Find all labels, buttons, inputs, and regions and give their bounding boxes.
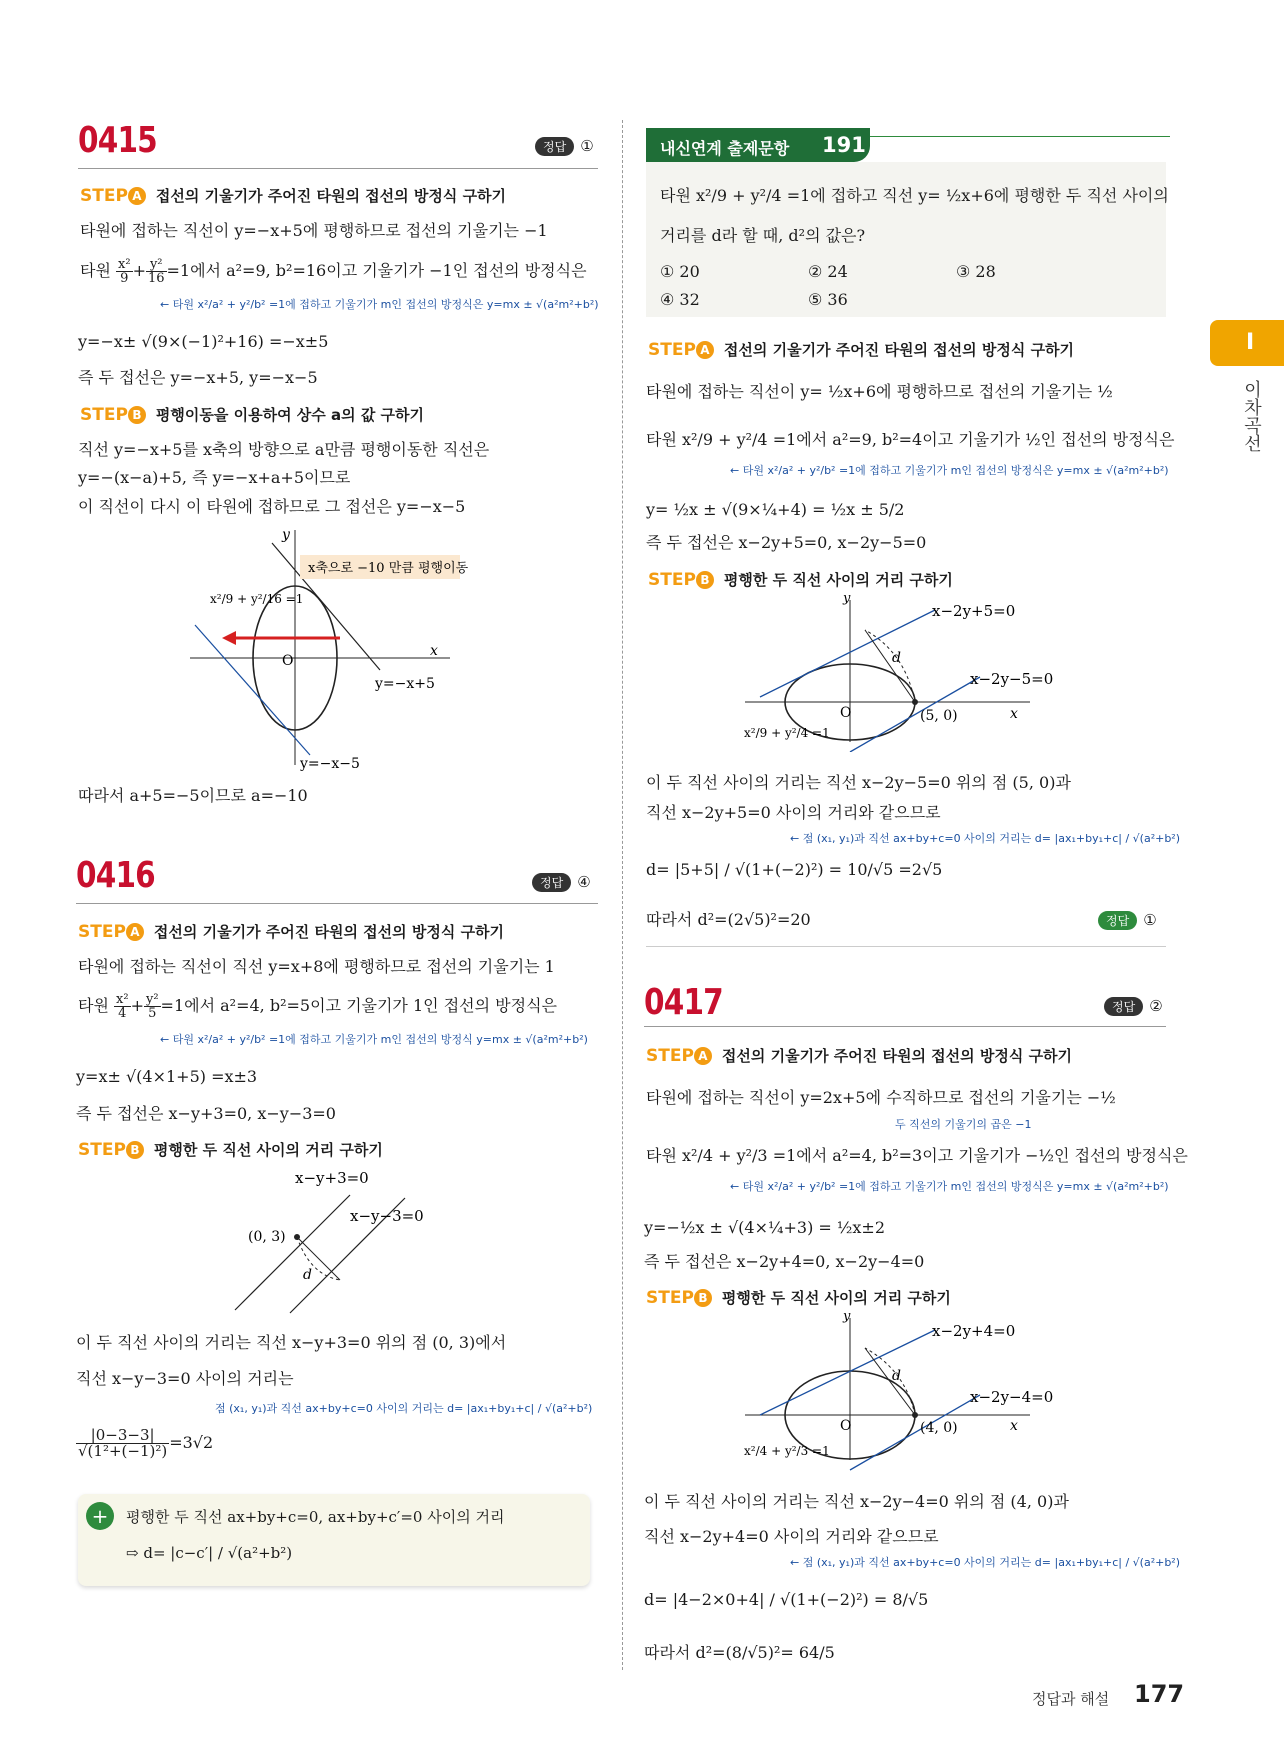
ellipse-figure-0415 [180,525,500,775]
ellipse-tangent-figure-191 [740,592,1080,752]
choice: ① 20 [660,262,700,281]
text-line: 이 직선이 다시 이 타원에 접하므로 그 접선은 y=−x−5 [78,497,466,516]
text-line: 즉 두 접선은 x−2y+5=0, x−2y−5=0 [646,533,927,552]
tip-box [78,1494,590,1586]
fig-eq: x²/9 + y²/16 =1 [210,592,304,606]
text-line: 이 두 직선 사이의 거리는 직선 x−2y−4=0 위의 점 (4, 0)과 [644,1492,1069,1511]
svg-text:O: O [840,1418,852,1434]
svg-text:y: y [843,1310,851,1324]
text-line: 따라서 a+5=−5이므로 a=−10 [78,786,308,805]
problem-number-0416: 0416 [76,855,155,896]
fig-point: (5, 0) [920,708,958,724]
step-a-0417: STEP A 접선의 기울기가 주어진 타원의 접선의 방정식 구하기 [646,1046,1073,1066]
tip-formula: ⇨ d= |c−c′| / √(a²+b²) [126,1544,293,1562]
text-line: 즉 두 접선은 y=−x+5, y=−x−5 [78,368,318,387]
page-number: 177 [1134,1680,1185,1708]
divider [646,946,1166,947]
divider [644,1026,1166,1027]
step-b-0415: STEP B 평행이동을 이용하여 상수 a의 값 구하기 [80,405,424,425]
fig-line-label: y=−x+5 [375,676,435,692]
svg-text:x: x [1010,706,1018,722]
svg-text:O: O [840,705,852,721]
hint-distance: 점 (x₁, y₁)과 직선 ax+by+c=0 사이의 거리는 d= |ax₁+by₁+c| / √(a²+b²) [215,1402,593,1415]
text-line: 타원 $\frac{\text{x²}}{9}$ + $\frac{\text{y²}}{16}$ =1에서 a²=9, b²=16이고 기울기가 −1인 접선의 방정식은 [80,257,587,286]
fig-callout: x축으로 −10 만큼 평행이동 [308,561,469,576]
footer-label: 정답과 해설 [1032,1690,1110,1708]
text-line: 타원에 접하는 직선이 직선 y=x+8에 평행하므로 접선의 기울기는 1 [78,957,555,976]
step-a-0415: STEP A 접선의 기울기가 주어진 타원의 접선의 방정식 구하기 [80,186,507,206]
choice: ③ 28 [956,262,996,281]
step-a-0416: STEP A 접선의 기울기가 주어진 타원의 접선의 방정식 구하기 [78,922,505,942]
text-line: 직선 x−2y+5=0 사이의 거리와 같으므로 [646,803,941,822]
text-line: 따라서 d²=(8/√5)²= 64/5 [644,1643,835,1662]
text-line: d= |4−2×0+4| / √(1+(−2)²) = 8/√5 [644,1590,929,1609]
answer-0417 [1104,996,1163,1016]
answer-0415 [535,136,594,156]
answer-value: ① [1143,911,1157,929]
fig-line-label: x−y−3=0 [350,1207,424,1225]
fig-point: (0, 3) [248,1229,286,1245]
text-line: y=x± √(4×1+5) =x±3 [76,1067,258,1086]
answer-value: ④ [577,873,591,891]
plus-alpha-icon: + [86,1502,114,1530]
answer-badge: 정답 [1104,997,1143,1016]
text-line: y= ½x ± √(9×¼+4) = ½x ± 5/2 [646,500,905,519]
step-b-0417: STEP B 평행한 두 직선 사이의 거리 구하기 [646,1288,951,1308]
problem-number-0417: 0417 [644,982,723,1023]
text-line: 타원에 접하는 직선이 y= ½x+6에 평행하므로 접선의 기울기는 ½ [646,382,1113,401]
fig-line-label: x−2y−5=0 [970,670,1054,688]
fig-line-label: x−2y−4=0 [970,1388,1054,1406]
svg-text:d: d [892,650,901,666]
answer-badge: 정답 [1098,911,1137,930]
text-line: 직선 y=−x+5를 x축의 방향으로 a만큼 평행이동한 직선은 [78,440,490,459]
hint-formula: ← 타원 x²/a² + y²/b² =1에 접하고 기울기가 m인 접선의 방정식은 y=mx ± √(a²m²+b²) [730,1180,1169,1193]
answer-badge: 정답 [535,137,574,156]
text-line: 이 두 직선 사이의 거리는 직선 x−y+3=0 위의 점 (0, 3)에서 [76,1333,507,1352]
text-line: 직선 x−2y+4=0 사이의 거리와 같으므로 [644,1527,939,1546]
divider [76,903,598,904]
text-line: y=−x± √(9×(−1)²+16) =−x±5 [78,332,329,351]
answer-value: ② [1149,997,1163,1015]
banner-191: 내신연계 출제문항 191 [646,128,870,162]
text-line: 즉 두 접선은 x−2y+4=0, x−2y−4=0 [644,1252,925,1271]
fig-point: (4, 0) [920,1420,958,1436]
hint-formula: ← 타원 x²/a² + y²/b² =1에 접하고 기울기가 m인 접선의 방정식은 y=mx ± √(a²m²+b²) [730,464,1169,477]
text-line: d= |5+5| / √(1+(−2)²) = 10/√5 =2√5 [646,860,943,879]
fig-line-label: x−y+3=0 [295,1169,369,1187]
ellipse-tangent-figure-0417 [740,1310,1080,1475]
fig-eq: x²/4 + y²/3 =1 [744,1444,830,1458]
step-a-191: STEP A 접선의 기울기가 주어진 타원의 접선의 방정식 구하기 [648,340,1075,360]
step-b-191: STEP B 평행한 두 직선 사이의 거리 구하기 [648,570,953,590]
text-line: y=−½x ± √(4×¼+3) = ½x±2 [644,1218,886,1237]
answer-191 [1098,910,1157,930]
text-line: 타원 x²/4 + y²/3 =1에서 a²=4, b²=3이고 기울기가 −½인 접선의 방정식은 [646,1146,1188,1165]
answer-badge: 정답 [532,873,571,892]
problem-number-0415: 0415 [78,120,157,161]
svg-text:x: x [430,643,438,659]
svg-text:x: x [1010,1418,1018,1434]
choice: ④ 32 [660,290,700,309]
text-line: y=−(x−a)+5, 즉 y=−x+a+5이므로 [78,468,351,487]
answer-value: ① [580,137,594,155]
svg-text:d: d [303,1267,312,1283]
answer-0416 [532,872,591,892]
hint-distance: ← 점 (x₁, y₁)과 직선 ax+by+c=0 사이의 거리는 d= |ax₁+by₁+c| / √(a²+b²) [790,1556,1181,1569]
choice: ⑤ 36 [808,290,848,309]
choice: ② 24 [808,262,848,281]
svg-text:d: d [892,1368,901,1384]
divider [78,168,598,169]
text-line: 따라서 d²=(2√5)²=20 [646,910,811,929]
text-line: 직선 x−y−3=0 사이의 거리는 [76,1369,294,1388]
svg-text:O: O [282,653,294,669]
parallel-lines-figure-0416 [230,1165,490,1315]
hint-formula: ← 타원 x²/a² + y²/b² =1에 접하고 기울기가 m인 접선의 방정식 y=mx ± √(a²m²+b²) [160,1033,588,1046]
step-b-0416: STEP B 평행한 두 직선 사이의 거리 구하기 [78,1140,383,1160]
chapter-tab: Ⅰ [1210,320,1284,366]
text-line: 타원 x²/9 + y²/4 =1에서 a²=9, b²=4이고 기울기가 ½인 접선의 방정식은 [646,430,1175,449]
hint-perpendicular: 두 직선의 기울기의 곱은 −1 [895,1118,1032,1131]
fig-line-label: y=−x−5 [300,756,360,772]
text-line: 즉 두 접선은 x−y+3=0, x−y−3=0 [76,1104,336,1123]
text-line: 타원 $\frac{\text{x²}}{4}$ + $\frac{\text{y²}}{5}$ =1에서 a²=4, b²=5이고 기울기가 1인 접선의 방정식은 [78,992,557,1021]
text-line: 타원에 접하는 직선이 y=−x+5에 평행하므로 접선의 기울기는 −1 [80,221,548,240]
fig-line-label: x−2y+5=0 [932,602,1016,620]
question-line: 타원 x²/9 + y²/4 =1에 접하고 직선 y= ½x+6에 평행한 두 직선 사이의 [660,186,1169,205]
chapter-title: 이차곡선 [1241,380,1262,452]
tip-title: 평행한 두 직선 ax+by+c=0, ax+by+c′=0 사이의 거리 [126,1508,505,1526]
text-line: $\frac{|0-3-3|}{\text{√(1²+(−1)²)}}$ =3√2 [78,1426,214,1460]
column-divider [622,120,624,1670]
hint-distance: ← 점 (x₁, y₁)과 직선 ax+by+c=0 사이의 거리는 d= |ax₁+by₁+c| / √(a²+b²) [790,832,1181,845]
fig-line-label: x−2y+4=0 [932,1322,1016,1340]
svg-text:y: y [843,592,851,606]
fig-eq: x²/9 + y²/4 =1 [744,726,830,740]
hint-formula: ← 타원 x²/a² + y²/b² =1에 접하고 기울기가 m인 접선의 방정식은 y=mx ± √(a²m²+b²) [160,298,599,311]
question-line: 거리를 d라 할 때, d²의 값은? [660,226,866,245]
svg-text:y: y [282,527,290,543]
divider [870,136,1170,137]
text-line: 이 두 직선 사이의 거리는 직선 x−2y−5=0 위의 점 (5, 0)과 [646,773,1071,792]
text-line: 타원에 접하는 직선이 y=2x+5에 수직하므로 접선의 기울기는 −½ [646,1088,1116,1107]
